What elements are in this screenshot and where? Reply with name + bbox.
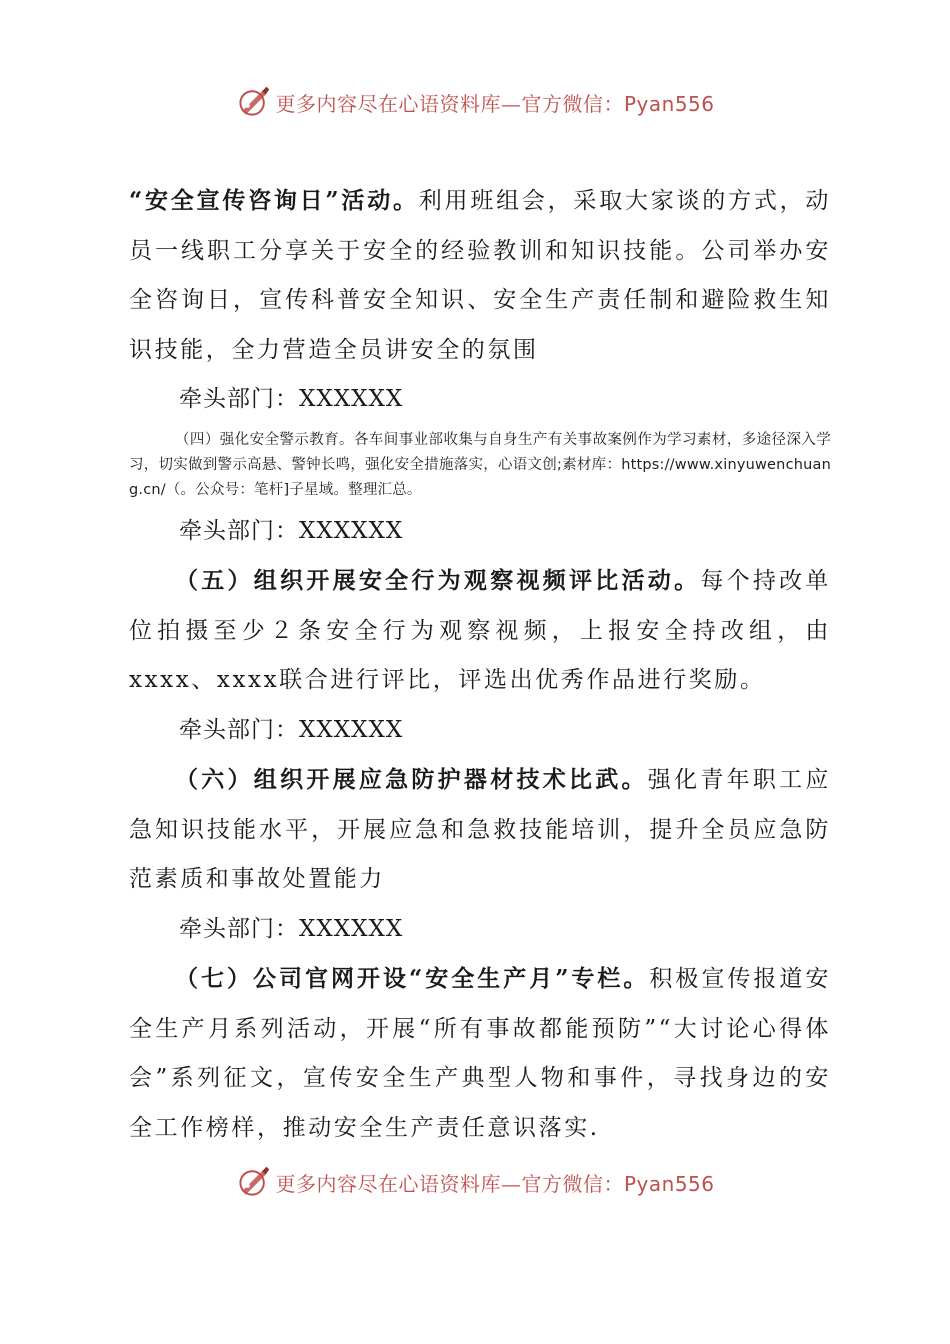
lead-department: 牵头部门：XXXXXX	[179, 517, 404, 544]
footer-banner	[0, 1162, 950, 1202]
banner-text	[275, 88, 714, 117]
paragraph-text: 强化青年职工应急知识技能水平，开展应急和急救技能培训，提升全员应急防范素质和事故处置能力	[129, 767, 831, 892]
header-banner	[0, 82, 950, 122]
paragraph-heading: “安全宣传咨询日”活动。	[129, 187, 419, 214]
paragraph-text: 积极宣传报道安全生产月系列活动，开展“所有事故都能预防”“大讨论心得体会”系列征文，宣传安全生产典型人物和事件，寻找身边的安全工作榜样，推动安全生产责任意识落实.	[129, 966, 832, 1141]
paragraph-text: 每个持改单位拍摄至少２条安全行为观察视频，上报安全持改组，由xxxx、xxxx联合进行评比，评选出优秀作品进行奖励。	[129, 568, 832, 693]
banner-account: Pyan556	[623, 1171, 715, 1196]
banner-slogan: 更多内容尽在心语资料库—官方微信：	[275, 1171, 624, 1196]
paragraph-video-contest	[129, 556, 831, 706]
paragraph-heading: （六）组织开展应急防护器材技术比武。	[175, 766, 648, 793]
paragraph-text: 利用班组会，采取大家谈的方式，动员一线职工分享关于安全的经验教训和知识技能。公司举办安全咨询日，宣传科普安全知识、安全生产责任制和避险救生知识技能，全力营造全员讲安全的氛围	[129, 188, 831, 363]
paragraph-website-column	[129, 954, 831, 1153]
pen-logo-icon	[235, 84, 271, 120]
banner-text	[275, 1168, 714, 1197]
paragraph-emergency-contest	[129, 755, 831, 905]
paragraph-heading: （五）组织开展安全行为观察视频评比活动。	[175, 567, 701, 594]
lead-department: 牵头部门：XXXXXX	[179, 716, 404, 743]
lead-department: 牵头部门：XXXXXX	[179, 386, 404, 412]
document-body	[129, 176, 831, 1153]
banner-slogan: 更多内容尽在心语资料库—官方微信：	[275, 91, 624, 116]
banner-account: Pyan556	[623, 91, 715, 116]
paragraph-warning-education: （四）强化安全警示教育。各车间事业部收集与自身生产有关事故案例作为学习素材，多途径深入学习，切实做到警示高悬、警钟长鸣，强化安全措施落实，心语文创;素材库：https://www.xinyuwenchuang.cn/（。公众号：笔杆]子星域。整理汇总。	[129, 431, 831, 498]
pen-logo-icon	[235, 1164, 271, 1200]
paragraph-safety-consult-day	[129, 176, 831, 375]
lead-department: 牵头部门：XXXXXX	[179, 915, 404, 942]
paragraph-heading: （七）公司官网开设“安全生产月”专栏。	[175, 965, 650, 992]
